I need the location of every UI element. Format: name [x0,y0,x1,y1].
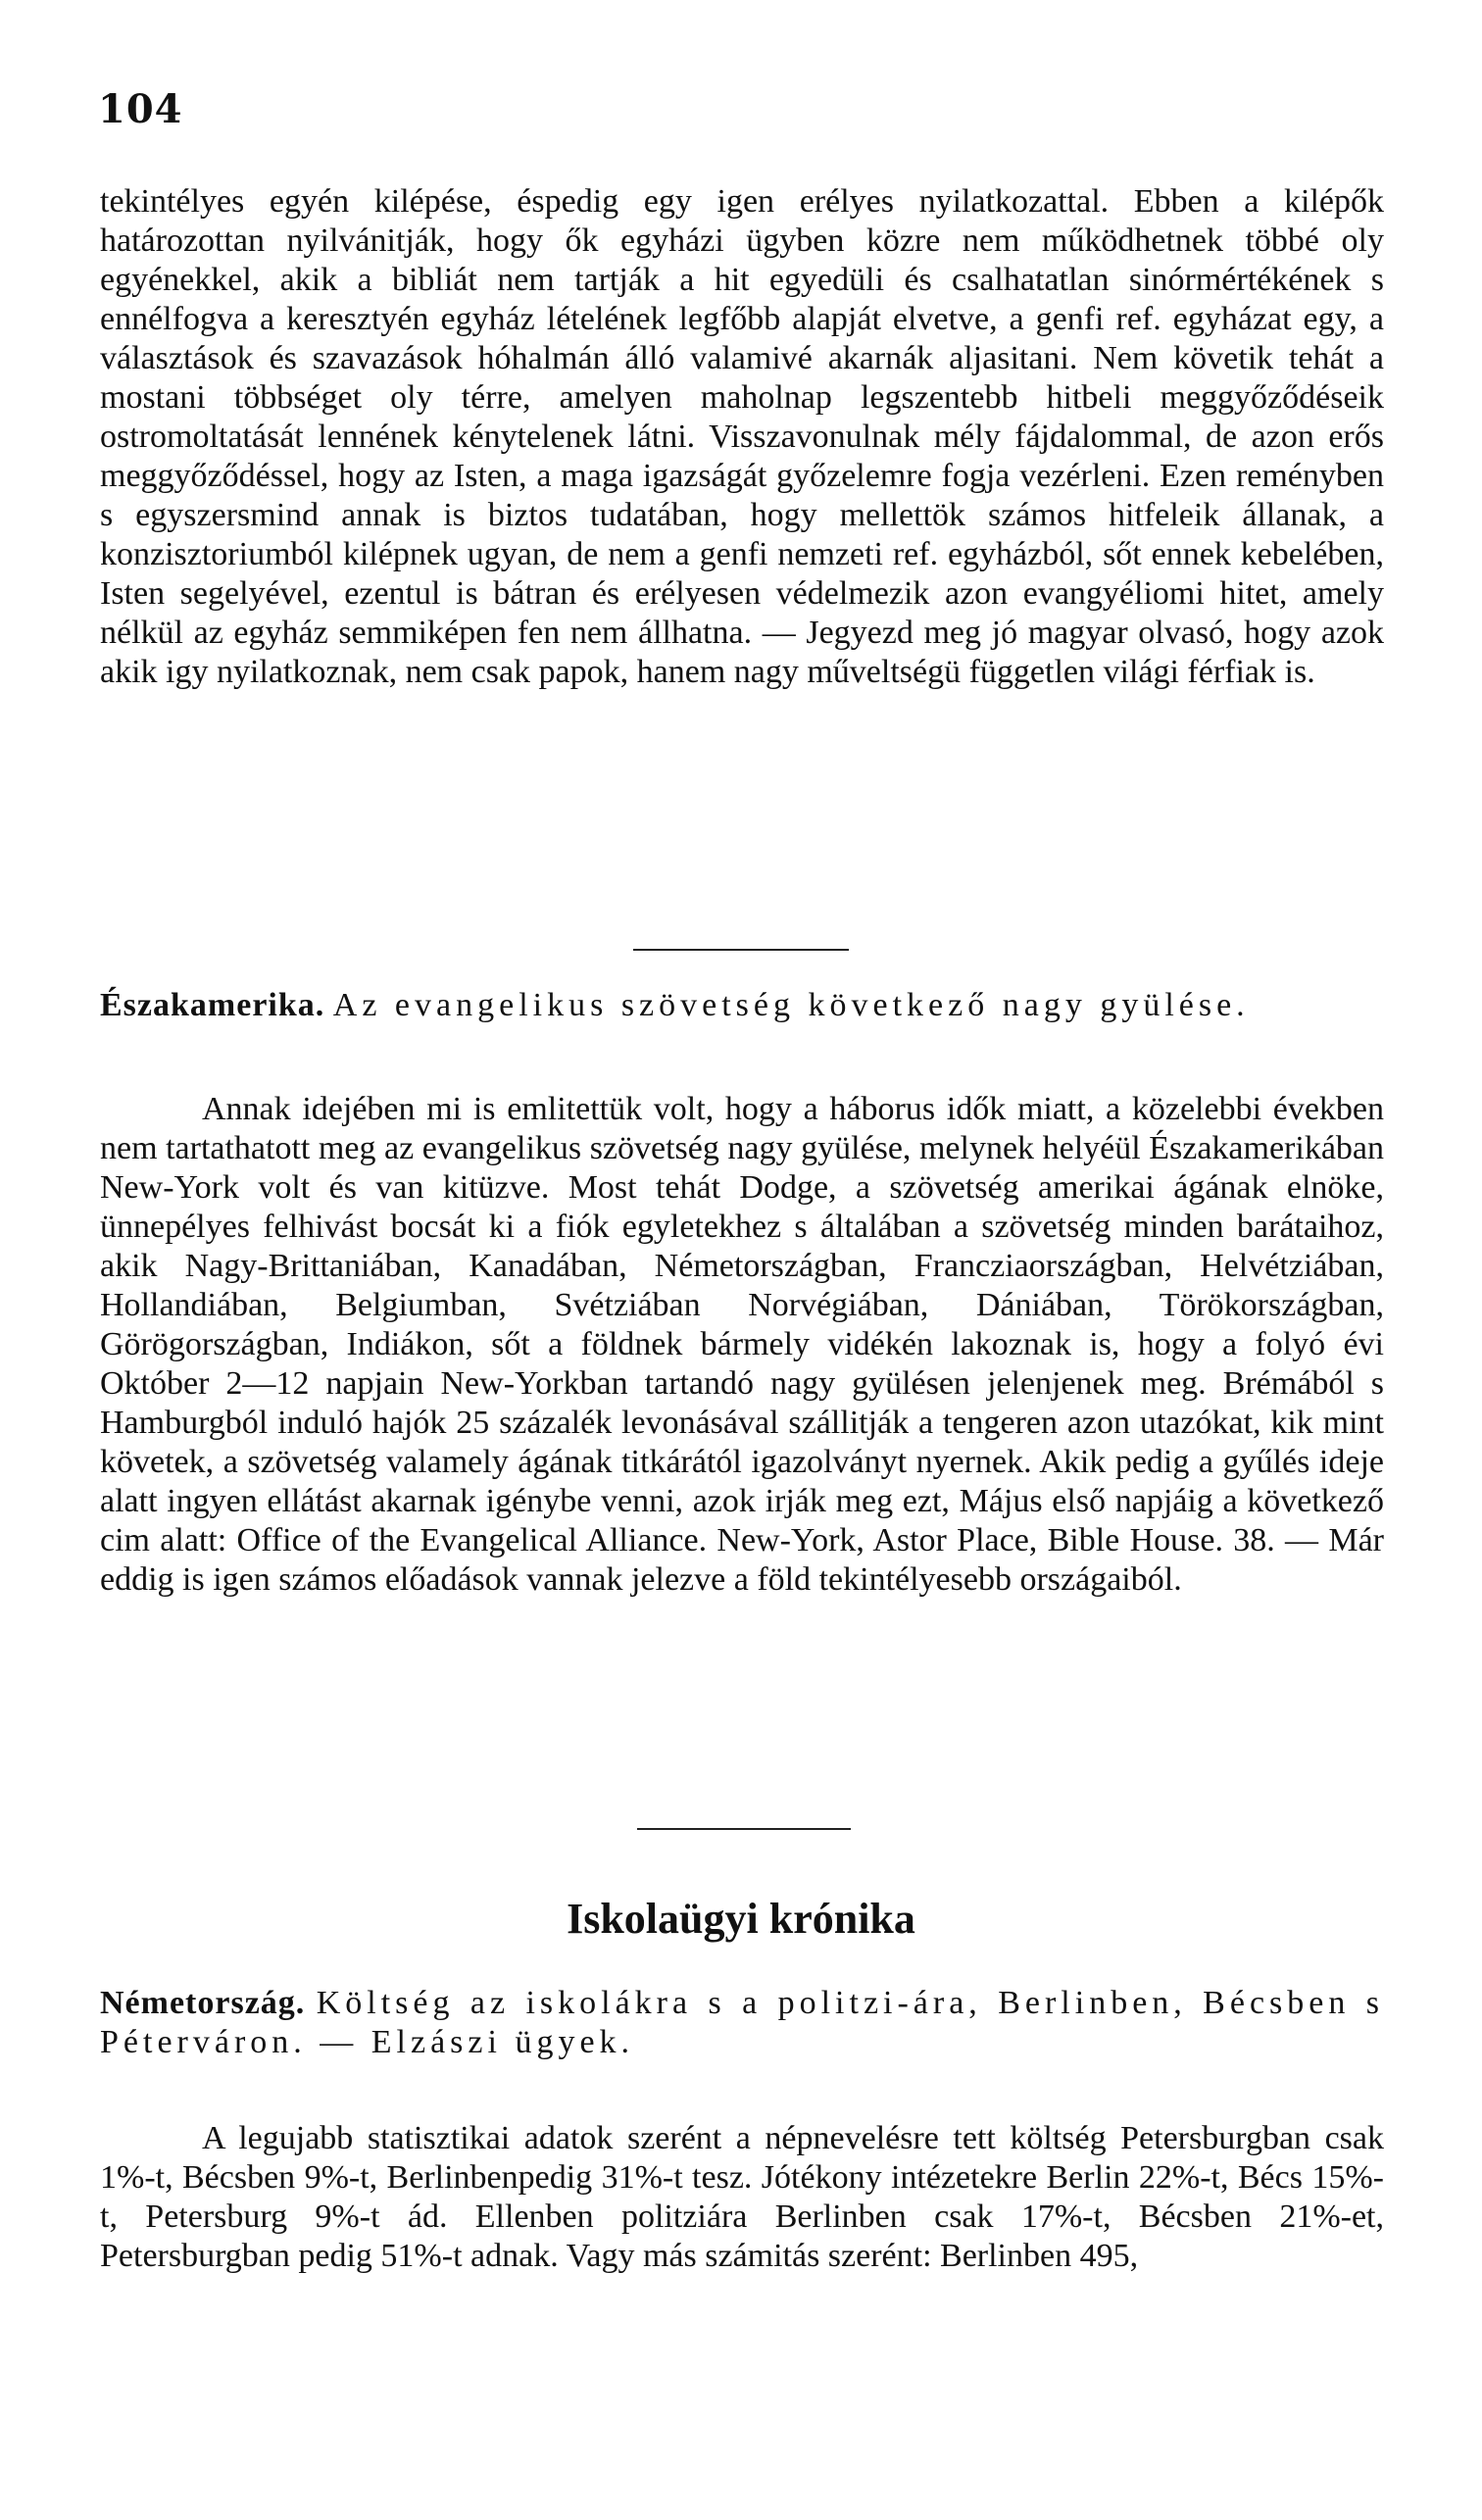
section-lead: Északamerika. [100,987,325,1023]
section-divider [637,1828,851,1830]
section-title: Az evangelikus szövetség következő nagy gyülése. [332,987,1250,1023]
section-divider [633,949,849,951]
chapter-heading: Iskolaügyi krónika [567,1895,915,1943]
opening-paragraph: tekintélyes egyén kilépése, éspedig egy igen erélyes nyilatkozattal. Ebben a kilépők határozottan nyilvánitják, hogy ők egyházi ügyben közre nem működhetnek többé oly egyénekkel, akik a bibliát nem tartják a hit egyedüli és csalhatatlan sinórmértékének s ennélfogva a keresztyén egyház lételének legfőbb alapját elvetve, a genfi ref. egyházat egy, a választások és szavazások hóhalmán álló valamivé akarnák aljasitani. Nem követik tehát a mostani többséget oly térre, amelyen maholnap legszentebb hitbeli meggyőződéseik ostromoltatását lennének kénytelenek látni. Visszavonulnak mély fájdalommal, de azon erős meggyőződéssel, hogy az Isten, a maga igazságát győzelemre fogja vezérleni. Ezen reményben s egyszersmind annak is biztos tudatában, hogy mellettök számos hitfeleik állanak, a konzisztoriumból kilépnek ugyan, de nem a genfi nemzeti ref. egyházból, sőt ennek kebelében, Isten segelyével, ezentul is bátran és erélyesen védelmezik azon evangyéliomi hitet, amely nélkül az egyház semmiképen fen nem állhatna. — Jegyezd meg jó magyar olvasó, hogy azok akik igy nyilatkoznak, nem csak papok, hanem nagy műveltségü független világi férfiak is. [100,183,1384,690]
section-header-germany [100,1984,1384,2062]
page-number: 104 [98,86,183,132]
section-body-germany: A legujabb statisztikai adatok szerént a népnevelésre tett költség Petersburgban csak 1%-t, Bécsben 9%-t, Berlinbenpedig 31%-t tesz. Jótékony intézetekre Berlin 22%-t, Bécs 15%-t, Petersburg 9%-t ád. Ellenben politziára Berlinben csak 17%-t, Bécsben 21%-et, Petersburgban pedig 51%-t adnak. Vagy más számitás szerént: Berlinben 495, [100,2120,1384,2274]
section-title: Költség az iskolákra s a politzi-ára, Berlinben, Bécsben s Péterváron. — Elzászi ügyek. [100,1985,1385,2060]
section-body-north-america: Annak idejében mi is emlitettük volt, hogy a háborus idők miatt, a közelebbi években nem tartathatott meg az evangelikus szövetség nagy gyülése, melynek helyéül Északamerikában New-York volt és van kitüzve. Most tehát Dodge, a szövetség amerikai ágának elnöke, ünnepélyes felhivást bocsát ki a fiók egyletekhez s általában a szövetség minden barátaihoz, akik Nagy-Brittaniában, Kanadában, Németországban, Francziaországban, Helvétziában, Hollandiában, Belgiumban, Svétziában Norvégiában, Dániában, Törökországban, Görögországban, Indiákon, sőt a földnek bármely vidékén lakoznak is, hogy a folyó évi Október 2—12 napjain New-Yorkban tartandó nagy gyülésen jelenjenek meg. Brémából s Hamburgból induló hajók 25 százalék levonásával szállitják a tengeren azon utazókat, kik mint követek, a szövetség valamely ágának titkárától igazolványt nyernek. Akik pedig a gyűlés ideje alatt ingyen ellátást akarnak igénybe venni, azok irják meg ezt, Május első napjáig a következő cim alatt: Office of the Evangelical Alliance. New-York, Astor Place, Bible House. 38. — Már eddig is igen számos előadások vannak jelezve a föld tekintélyesebb országaiból. [100,1091,1384,1598]
section-header-north-america [100,986,1384,1025]
section-lead: Németország. [100,1985,306,2021]
